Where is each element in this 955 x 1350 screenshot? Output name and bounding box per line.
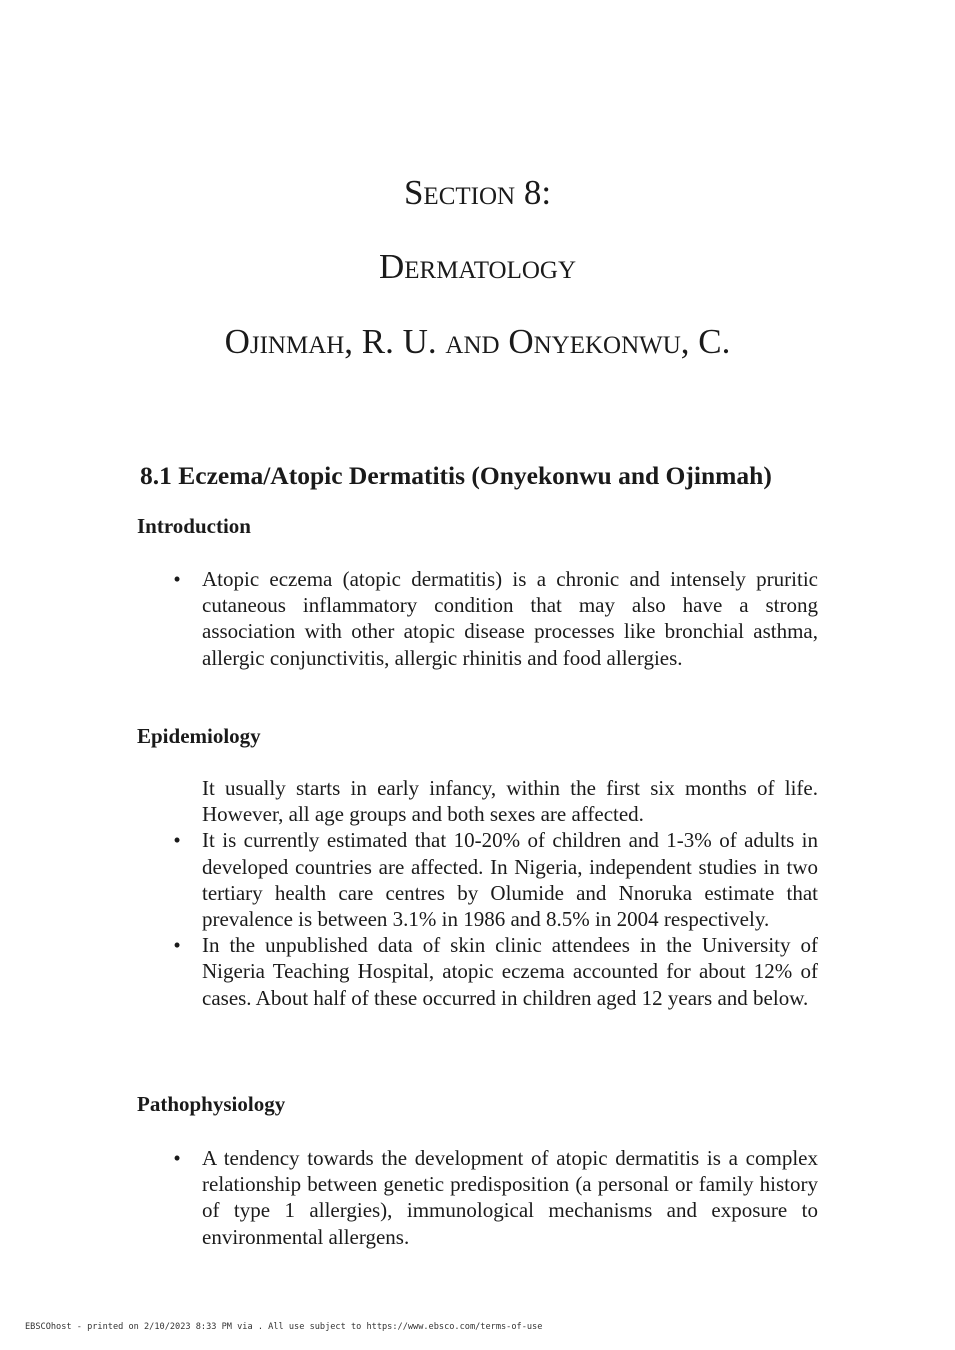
section-name-title: Dermatology xyxy=(378,247,577,286)
list-item-text: A tendency towards the development of atopic dermatitis is a complex relationship between genetic predisposition (a personal or family history of type 1 allergies), immunological mechanisms and exposure to environmental allergens. xyxy=(202,1146,818,1249)
epidemiology-list xyxy=(173,775,818,1011)
list-item xyxy=(173,1145,818,1250)
list-item-text: Atopic eczema (atopic dermatitis) is a chronic and intensely pruritic cutaneous inflammatory condition that may also have a strong association with other atopic disease processes like bronchial asthma, allergic conjunctivitis, allergic rhinitis and food allergies. xyxy=(202,567,818,670)
authors-line: Ojinmah, R. U. and Onyekonwu, C. xyxy=(224,322,731,361)
list-item-text: In the unpublished data of skin clinic attendees in the University of Nigeria Teaching Hospital, atopic eczema accounted for about 12% of cases. About half of these occurred in children aged 12 years and below. xyxy=(202,933,818,1010)
bullet-icon: • xyxy=(173,1146,181,1170)
bullet-icon: • xyxy=(173,567,181,591)
bullet-icon: • xyxy=(173,828,181,853)
lead-paragraph-text: It usually starts in early infancy, within the first six months of life. However, all age groups and both sexes are affected. xyxy=(202,776,818,827)
bullet-icon: • xyxy=(173,933,181,958)
introduction-list xyxy=(173,566,818,671)
epidemiology-heading: Epidemiology xyxy=(137,724,261,748)
list-item xyxy=(173,827,818,932)
list-item xyxy=(173,566,818,671)
section-heading: 8.1 Eczema/Atopic Dermatitis (Onyekonwu and Ojinmah) xyxy=(140,461,772,490)
section-number-title: Section 8: xyxy=(403,173,552,212)
list-item xyxy=(173,932,818,1011)
lead-paragraph xyxy=(202,775,818,827)
list-item-text: It is currently estimated that 10-20% of children and 1-3% of adults in developed countries are affected. In Nigeria, independent studies in two tertiary health care centres by Olumide and Nnoruka estimate that prevalence is between 3.1% in 1986 and 8.5% in 2004 respectively. xyxy=(202,828,818,932)
print-footer: EBSCOhost - printed on 2/10/2023 8:33 PM via . All use subject to https://www.ebsco.com/terms-of-use xyxy=(25,1322,543,1332)
pathophysiology-heading: Pathophysiology xyxy=(137,1092,286,1116)
introduction-heading: Introduction xyxy=(137,514,251,538)
pathophysiology-list xyxy=(173,1145,818,1250)
